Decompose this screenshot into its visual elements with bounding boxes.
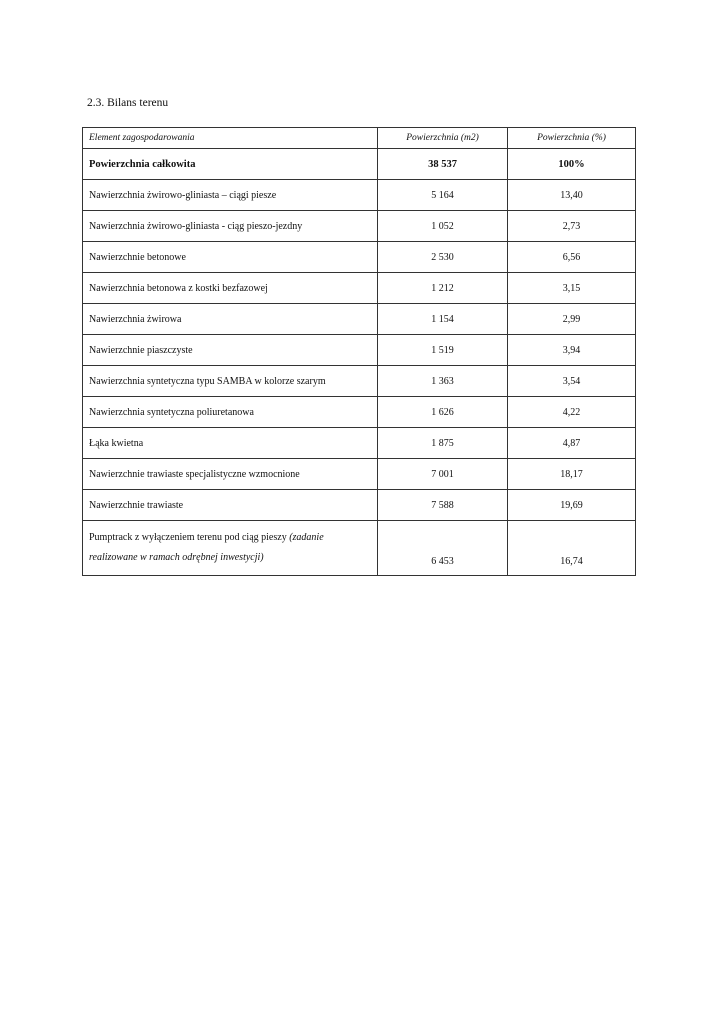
row-area: 2 530 xyxy=(378,242,508,273)
total-row xyxy=(83,149,636,180)
pumptrack-label: Pumptrack z wyłączeniem terenu pod ciąg pieszy xyxy=(89,532,287,543)
row-percent: 4,22 xyxy=(508,397,636,428)
row-area: 1 519 xyxy=(378,335,508,366)
row-area: 1 212 xyxy=(378,273,508,304)
land-balance-table xyxy=(82,127,636,576)
table-row xyxy=(83,273,636,304)
row-area: 1 626 xyxy=(378,397,508,428)
row-area: 7 588 xyxy=(378,490,508,521)
row-area: 1 875 xyxy=(378,428,508,459)
row-percent: 3,94 xyxy=(508,335,636,366)
row-element-name: Nawierzchnia żwirowo-gliniasta - ciąg pieszo-jezdny xyxy=(83,211,378,242)
table-row-pumptrack xyxy=(83,521,636,576)
row-area: 1 154 xyxy=(378,304,508,335)
table-row xyxy=(83,428,636,459)
row-area: 6 453 xyxy=(378,521,508,576)
row-percent: 6,56 xyxy=(508,242,636,273)
row-element-name: Nawierzchnie trawiaste xyxy=(83,490,378,521)
table-row xyxy=(83,335,636,366)
table-row xyxy=(83,304,636,335)
total-label: Powierzchnia całkowita xyxy=(83,149,378,180)
row-element-name: Nawierzchnie trawiaste specjalistyczne wzmocnione xyxy=(83,459,378,490)
row-percent: 18,17 xyxy=(508,459,636,490)
row-percent: 16,74 xyxy=(508,521,636,576)
column-header-percent: Powierzchnia (%) xyxy=(508,128,636,149)
table-header-row xyxy=(83,128,636,149)
table-row xyxy=(83,459,636,490)
total-percent: 100% xyxy=(508,149,636,180)
table-row xyxy=(83,211,636,242)
row-percent: 2,73 xyxy=(508,211,636,242)
row-percent: 2,99 xyxy=(508,304,636,335)
row-element-name: Nawierzchnia syntetyczna poliuretanowa xyxy=(83,397,378,428)
pumptrack-note: (zadanie realizowane w ramach odrębnej inwestycji) xyxy=(89,532,324,563)
table-row xyxy=(83,397,636,428)
row-area: 1 363 xyxy=(378,366,508,397)
row-area: 7 001 xyxy=(378,459,508,490)
total-area: 38 537 xyxy=(378,149,508,180)
row-element-name: Nawierzchnia betonowa z kostki bezfazowej xyxy=(83,273,378,304)
row-area: 1 052 xyxy=(378,211,508,242)
row-percent: 13,40 xyxy=(508,180,636,211)
row-element-name: Nawierzchnie piaszczyste xyxy=(83,335,378,366)
table-row xyxy=(83,180,636,211)
column-header-area: Powierzchnia (m2) xyxy=(378,128,508,149)
row-percent: 4,87 xyxy=(508,428,636,459)
table-row xyxy=(83,490,636,521)
row-element-name: Nawierzchnia żwirowo-gliniasta – ciągi piesze xyxy=(83,180,378,211)
row-element-name: Nawierzchnia syntetyczna typu SAMBA w kolorze szarym xyxy=(83,366,378,397)
row-area: 5 164 xyxy=(378,180,508,211)
row-percent: 3,15 xyxy=(508,273,636,304)
row-percent: 19,69 xyxy=(508,490,636,521)
column-header-element: Element zagospodarowania xyxy=(83,128,378,149)
table-row xyxy=(83,242,636,273)
row-percent: 3,54 xyxy=(508,366,636,397)
section-heading: 2.3. Bilans terenu xyxy=(87,97,169,109)
table-row xyxy=(83,366,636,397)
row-element-name xyxy=(83,521,378,576)
row-element-name: Nawierzchnie betonowe xyxy=(83,242,378,273)
row-element-name: Nawierzchnia żwirowa xyxy=(83,304,378,335)
row-element-name: Łąka kwietna xyxy=(83,428,378,459)
